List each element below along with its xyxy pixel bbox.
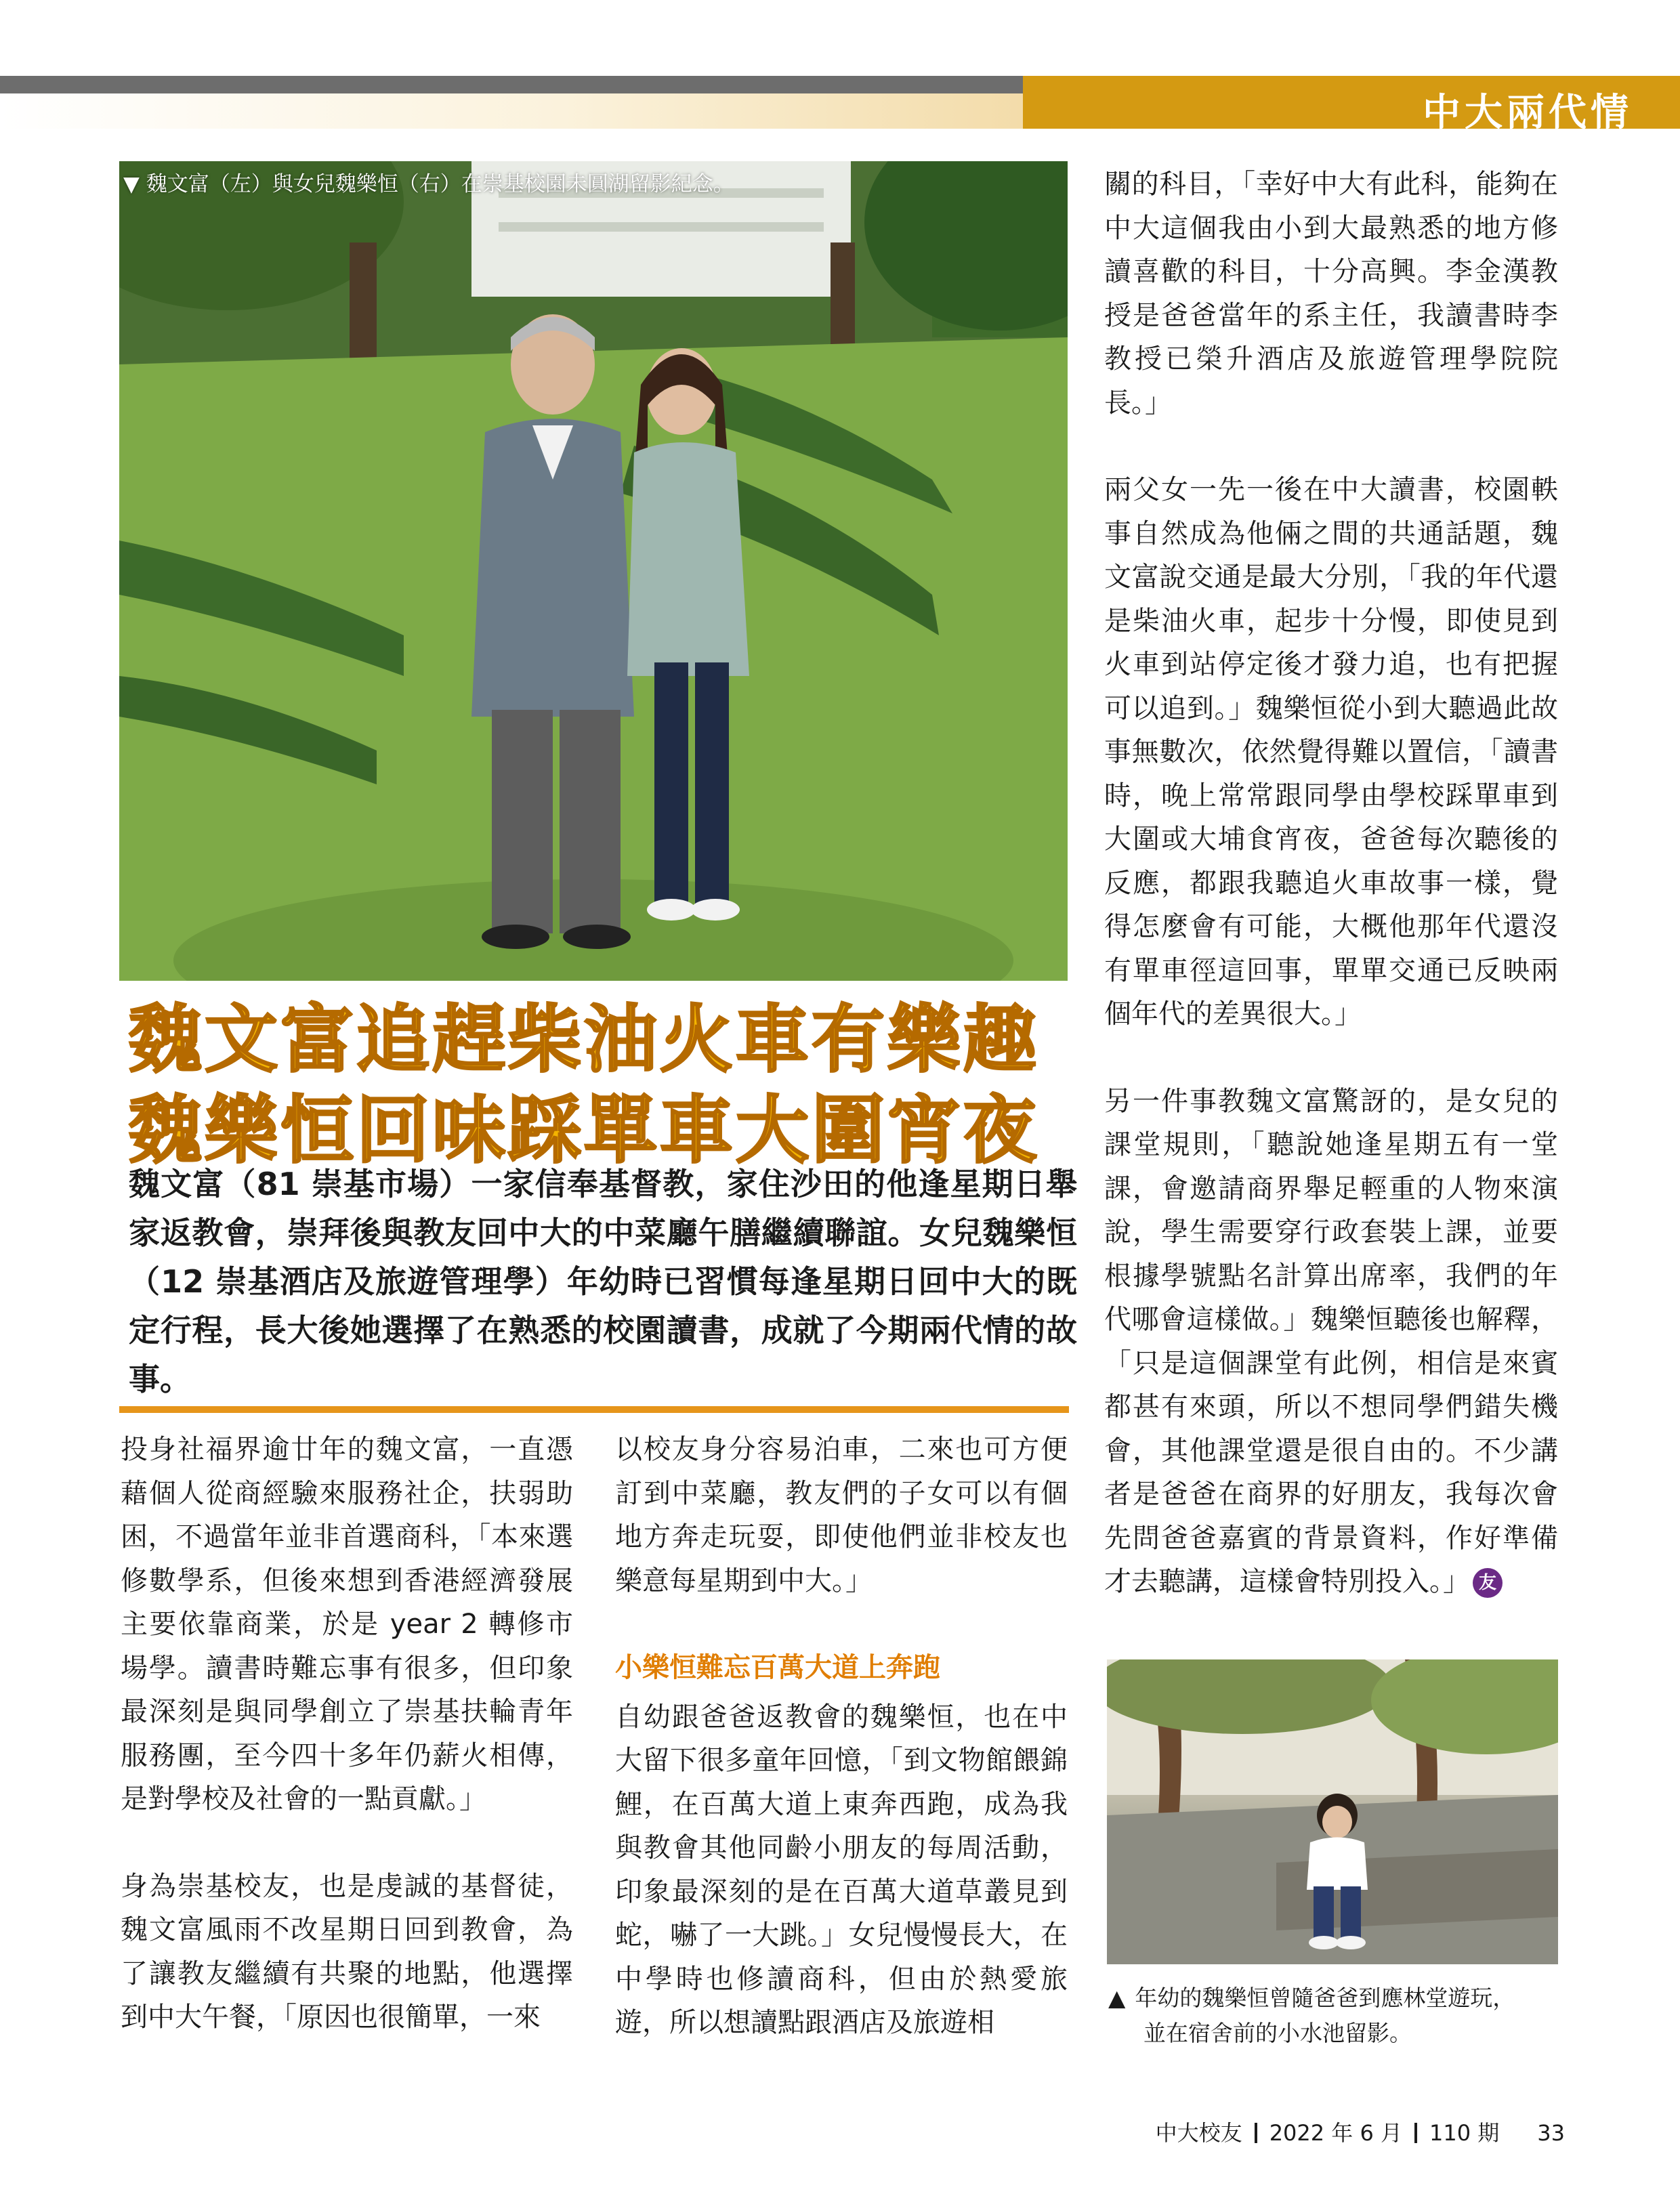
caption-triangle-icon: ▲ xyxy=(1108,1985,1126,2011)
body-paragraph: 以校友身分容易泊車，二來也可方便訂到中菜廳，教友們的子女可以有個地方奔走玩耍，即使他們並非校友也樂意每星期到中大。」 xyxy=(615,1434,1068,1596)
footer-separator xyxy=(1255,2123,1257,2143)
secondary-photo-caption xyxy=(1108,1981,1558,2051)
lead-paragraph: 魏文富（81 崇基市場）一家信奉基督教，家住沙田的他逢星期日舉家返教會，崇拜後與教友回中大的中菜廳午膳繼續聯誼。女兒魏樂恒（12 崇基酒店及旅遊管理學）年幼時已習慣每逢星期日回中大的既定行程，長大後她選擇了在熟悉的校園讀書，成就了今期兩代情的故事。 xyxy=(129,1166,1077,1397)
headline-line-1: 魏文富追趕柴油火車有樂趣 xyxy=(129,998,1040,1082)
caption-line: 並在宿舍前的小水池留影。 xyxy=(1143,2020,1412,2046)
body-column-1 xyxy=(121,1428,573,2083)
footer-issue: 110 期 xyxy=(1429,2120,1500,2146)
header-gradient xyxy=(0,93,1023,129)
section-tab xyxy=(1023,76,1680,135)
caption-line xyxy=(1108,1981,1558,2016)
main-photo-illustration xyxy=(119,161,1068,981)
secondary-photo xyxy=(1107,1659,1558,1964)
footer-publication: 中大校友 xyxy=(1155,2120,1242,2146)
secondary-photo-illustration xyxy=(1107,1659,1558,1964)
section-label: 中大兩代情 xyxy=(1423,91,1633,135)
end-mark-icon: 友 xyxy=(1473,1568,1503,1598)
body-paragraph: 身為崇基校友，也是虔誠的基督徒，魏文富風雨不改星期日回到教會，為了讓教友繼續有共聚的地點，他選擇到中大午餐，「原因也很簡單，一來 xyxy=(121,1870,573,2033)
page-footer xyxy=(1156,2116,1565,2147)
body-paragraph: 自幼跟爸爸返教會的魏樂恒，也在中大留下很多童年回憶，「到文物館餵錦鯉，在百萬大道上東奔西跑，成為我與教會其他同齡小朋友的每周活動，印象最深刻的是在百萬大道草叢見到蛇，嚇了一大跳。」女兒慢慢長大，在中學時也修讀商科，但由於熱愛旅遊，所以想讀點跟酒店及旅遊相 xyxy=(615,1701,1068,2038)
footer-date: 2022 年 6 月 xyxy=(1269,2120,1403,2146)
body-column-2 xyxy=(615,1428,1068,2088)
body-paragraph: 投身社福界逾廿年的魏文富，一直憑藉個人從商經驗來服務社企，扶弱助困，不過當年並非首選商科，「本來選修數學系，但後來想到香港經濟發展主要依靠商業，於是 year 2 轉修市場學。讀書時難忘事有很多，但印象最深刻是與同學創立了崇基扶輪青年服務團，至今四十多年仍薪火相傳，是對學校及社會的一點貢獻。」 xyxy=(121,1434,573,1815)
main-photo xyxy=(119,161,1068,981)
body-paragraph: 兩父女一先一後在中大讀書，校園軼事自然成為他倆之間的共通話題，魏文富說交通是最大分別，「我的年代還是柴油火車，起步十分慢，即使見到火車到站停定後才發力追，也有把握可以追到。」魏樂恒從小到大聽過此故事無數次，依然覺得難以置信，「讀書時，晚上常常跟同學由學校踩單車到大圍或大埔食宵夜，爸爸每次聽後的反應，都跟我聽追火車故事一樣，覺得怎麼會有可能，大概他那年代還沒有單車徑這回事，單單交通已反映兩個年代的差異很大。」 xyxy=(1104,474,1558,1030)
body-paragraph-final xyxy=(1104,1080,1558,1604)
lead-divider xyxy=(119,1406,1069,1413)
header-rule xyxy=(0,76,1023,93)
headline-line-2: 魏樂恒回味踩單車大圍宵夜 xyxy=(129,1088,1040,1173)
subheading: 小樂恒難忘百萬大道上奔跑 xyxy=(615,1652,940,1683)
body-column-3 xyxy=(1104,163,1558,1647)
page-number: 33 xyxy=(1537,2120,1565,2146)
body-paragraph-text: 另一件事教魏文富驚訝的，是女兒的課堂規則，「聽說她逢星期五有一堂課，會邀請商界舉足輕重的人物來演說，學生需要穿行政套裝上課，並要根據學號點名計算出席率，我們的年代哪會這樣做。」魏樂恒聽後也解釋，「只是這個課堂有此例，相信是來賓都甚有來頭，所以不想同學們錯失機會，其他課堂還是很自由的。不少講者是爸爸在商界的好朋友，我每次會先問爸爸嘉賓的背景資料，作好準備才去聽講，這樣會特別投入。」 xyxy=(1104,1085,1558,1597)
caption-text: 年幼的魏樂恒曾隨爸爸到應林堂遊玩， xyxy=(1135,1985,1515,2011)
footer-separator xyxy=(1414,2123,1417,2143)
main-photo-caption: ▼ 魏文富（左）與女兒魏樂恒（右）在崇基校園未圓湖留影紀念。 xyxy=(123,172,734,196)
body-paragraph: 關的科目，「幸好中大有此科，能夠在中大這個我由小到大最熟悉的地方修讀喜歡的科目，十分高興。李金漢教授是爸爸當年的系主任，我讀書時李教授已榮升酒店及旅遊管理學院院長。」 xyxy=(1104,169,1558,419)
